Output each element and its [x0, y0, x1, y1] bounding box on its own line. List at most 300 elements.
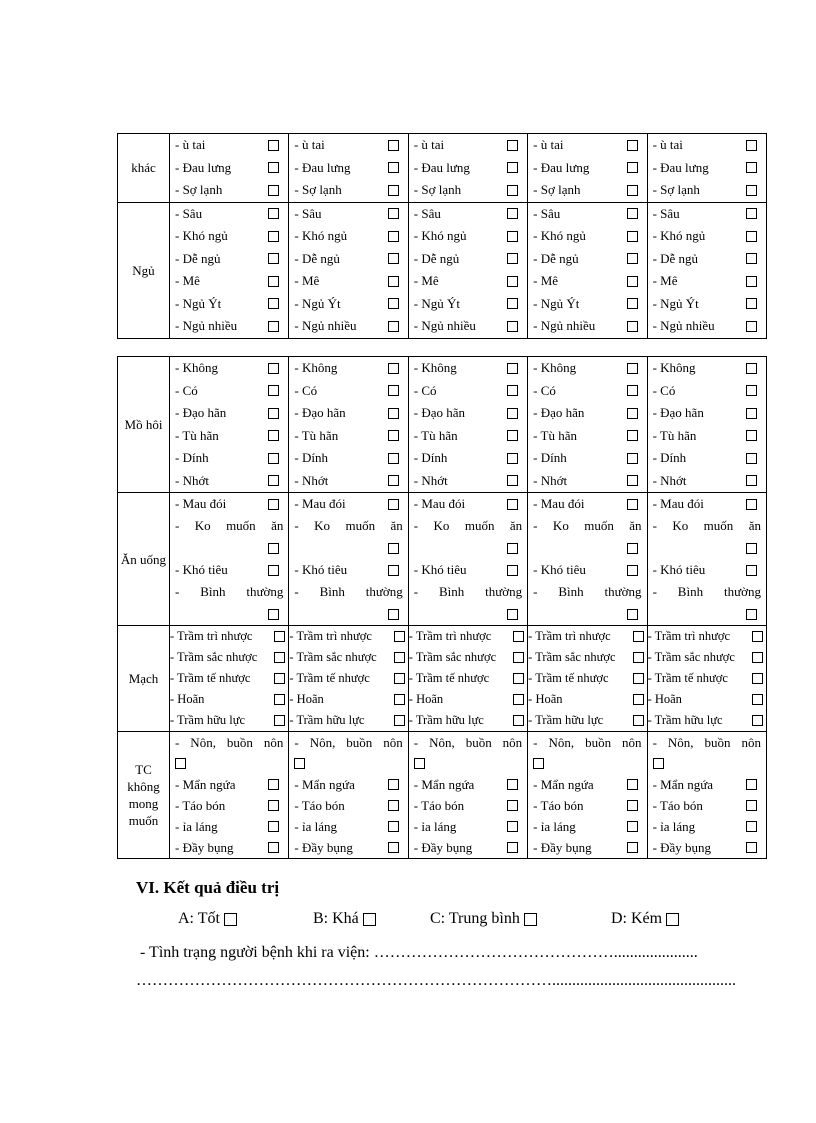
checkbox[interactable] — [268, 363, 279, 374]
checkbox[interactable] — [653, 758, 664, 769]
checkbox[interactable] — [507, 842, 518, 853]
checkbox-item[interactable] — [648, 647, 766, 668]
checkbox[interactable] — [388, 609, 399, 620]
checkbox-item[interactable] — [409, 837, 527, 858]
checkbox[interactable] — [268, 779, 279, 790]
checkbox[interactable] — [268, 800, 279, 811]
checkbox-item[interactable] — [528, 493, 646, 515]
option-a[interactable] — [178, 910, 237, 928]
checkbox-item[interactable] — [648, 402, 766, 425]
checkbox-item[interactable] — [289, 837, 407, 858]
checkbox-item[interactable] — [409, 402, 527, 425]
checkbox[interactable] — [268, 475, 279, 486]
checkbox-item[interactable] — [170, 402, 288, 425]
checkbox-item[interactable] — [528, 315, 646, 338]
checkbox-item[interactable] — [289, 689, 407, 710]
checkbox-item[interactable] — [289, 732, 407, 774]
checkbox-item[interactable] — [289, 248, 407, 271]
checkbox[interactable] — [627, 321, 638, 332]
checkbox-item[interactable] — [170, 357, 288, 380]
checkbox[interactable] — [507, 385, 518, 396]
checkbox-item[interactable] — [528, 732, 646, 774]
checkbox-item[interactable] — [170, 293, 288, 316]
checkbox[interactable] — [524, 913, 537, 926]
checkbox-item[interactable] — [648, 795, 766, 816]
checkbox[interactable] — [268, 321, 279, 332]
checkbox[interactable] — [627, 185, 638, 196]
checkbox[interactable] — [268, 385, 279, 396]
checkbox[interactable] — [746, 499, 757, 510]
checkbox[interactable] — [507, 499, 518, 510]
checkbox[interactable] — [388, 185, 399, 196]
checkbox-item[interactable] — [170, 380, 288, 403]
checkbox[interactable] — [268, 253, 279, 264]
checkbox-item[interactable] — [528, 447, 646, 470]
checkbox[interactable] — [274, 694, 285, 705]
checkbox-item[interactable] — [289, 315, 407, 338]
checkbox-item[interactable] — [409, 380, 527, 403]
checkbox-item[interactable] — [528, 795, 646, 816]
checkbox[interactable] — [268, 821, 279, 832]
checkbox-item[interactable] — [409, 470, 527, 493]
checkbox-item[interactable] — [528, 179, 646, 202]
checkbox[interactable] — [746, 453, 757, 464]
checkbox[interactable] — [627, 363, 638, 374]
checkbox[interactable] — [627, 430, 638, 441]
checkbox[interactable] — [388, 208, 399, 219]
checkbox[interactable] — [268, 565, 279, 576]
checkbox-item[interactable] — [289, 710, 407, 731]
checkbox-item[interactable] — [170, 315, 288, 338]
checkbox[interactable] — [507, 408, 518, 419]
checkbox-item[interactable] — [289, 470, 407, 493]
checkbox[interactable] — [507, 430, 518, 441]
checkbox[interactable] — [507, 779, 518, 790]
checkbox[interactable] — [507, 475, 518, 486]
checkbox-item[interactable] — [289, 179, 407, 202]
checkbox[interactable] — [746, 821, 757, 832]
checkbox-item[interactable] — [409, 134, 527, 157]
checkbox[interactable] — [388, 162, 399, 173]
checkbox[interactable] — [268, 298, 279, 309]
checkbox-item[interactable] — [289, 203, 407, 226]
checkbox-item[interactable] — [648, 157, 766, 180]
checkbox[interactable] — [507, 208, 518, 219]
checkbox[interactable] — [388, 475, 399, 486]
checkbox-item[interactable] — [409, 493, 527, 515]
checkbox-item[interactable] — [648, 447, 766, 470]
checkbox[interactable] — [507, 140, 518, 151]
checkbox-item[interactable] — [648, 559, 766, 581]
checkbox[interactable] — [746, 321, 757, 332]
checkbox-item[interactable] — [409, 447, 527, 470]
checkbox-item[interactable] — [170, 647, 288, 668]
checkbox-item[interactable] — [528, 270, 646, 293]
checkbox-item[interactable] — [528, 515, 646, 559]
checkbox[interactable] — [627, 408, 638, 419]
checkbox-item[interactable] — [409, 668, 527, 689]
checkbox[interactable] — [507, 565, 518, 576]
checkbox[interactable] — [752, 631, 763, 642]
checkbox-item[interactable] — [409, 270, 527, 293]
checkbox-item[interactable] — [528, 225, 646, 248]
checkbox[interactable] — [533, 758, 544, 769]
checkbox-item[interactable] — [170, 515, 288, 559]
checkbox[interactable] — [507, 321, 518, 332]
checkbox-item[interactable] — [170, 816, 288, 837]
checkbox-item[interactable] — [170, 225, 288, 248]
checkbox[interactable] — [394, 673, 405, 684]
checkbox[interactable] — [752, 652, 763, 663]
checkbox-item[interactable] — [528, 710, 646, 731]
checkbox[interactable] — [388, 453, 399, 464]
dotted-line[interactable]: …………………………………………………………………….............................................. — [136, 972, 736, 989]
checkbox-item[interactable] — [409, 225, 527, 248]
checkbox-item[interactable] — [648, 293, 766, 316]
checkbox-item[interactable] — [289, 515, 407, 559]
checkbox[interactable] — [394, 694, 405, 705]
checkbox-item[interactable] — [170, 270, 288, 293]
checkbox-item[interactable] — [648, 315, 766, 338]
checkbox[interactable] — [627, 779, 638, 790]
checkbox-item[interactable] — [289, 795, 407, 816]
checkbox[interactable] — [752, 694, 763, 705]
checkbox[interactable] — [388, 140, 399, 151]
checkbox-item[interactable] — [528, 357, 646, 380]
checkbox-item[interactable] — [648, 179, 766, 202]
checkbox-item[interactable] — [648, 248, 766, 271]
checkbox-item[interactable] — [648, 581, 766, 625]
checkbox[interactable] — [627, 543, 638, 554]
checkbox[interactable] — [175, 758, 186, 769]
checkbox[interactable] — [627, 253, 638, 264]
checkbox[interactable] — [507, 800, 518, 811]
checkbox[interactable] — [633, 715, 644, 726]
checkbox-item[interactable] — [170, 837, 288, 858]
checkbox[interactable] — [268, 231, 279, 242]
checkbox-item[interactable] — [170, 581, 288, 625]
checkbox-item[interactable] — [528, 134, 646, 157]
checkbox[interactable] — [633, 673, 644, 684]
checkbox-item[interactable] — [289, 402, 407, 425]
checkbox-item[interactable] — [409, 315, 527, 338]
checkbox-item[interactable] — [528, 157, 646, 180]
checkbox[interactable] — [268, 543, 279, 554]
checkbox-item[interactable] — [528, 837, 646, 858]
checkbox-item[interactable] — [170, 248, 288, 271]
checkbox[interactable] — [274, 715, 285, 726]
checkbox[interactable] — [507, 821, 518, 832]
checkbox-item[interactable] — [528, 774, 646, 795]
checkbox-item[interactable] — [289, 425, 407, 448]
checkbox-item[interactable] — [170, 425, 288, 448]
checkbox[interactable] — [274, 673, 285, 684]
checkbox-item[interactable] — [528, 380, 646, 403]
checkbox-item[interactable] — [648, 816, 766, 837]
checkbox[interactable] — [388, 298, 399, 309]
checkbox[interactable] — [746, 231, 757, 242]
checkbox-item[interactable] — [409, 795, 527, 816]
checkbox[interactable] — [388, 842, 399, 853]
checkbox[interactable] — [388, 430, 399, 441]
checkbox-item[interactable] — [170, 774, 288, 795]
checkbox[interactable] — [268, 208, 279, 219]
checkbox[interactable] — [746, 842, 757, 853]
checkbox[interactable] — [746, 253, 757, 264]
checkbox[interactable] — [633, 652, 644, 663]
checkbox[interactable] — [394, 631, 405, 642]
checkbox-item[interactable] — [648, 493, 766, 515]
checkbox[interactable] — [294, 758, 305, 769]
checkbox[interactable] — [627, 475, 638, 486]
checkbox-item[interactable] — [289, 380, 407, 403]
checkbox-item[interactable] — [409, 581, 527, 625]
checkbox-item[interactable] — [409, 774, 527, 795]
checkbox[interactable] — [627, 821, 638, 832]
checkbox[interactable] — [507, 162, 518, 173]
checkbox[interactable] — [627, 140, 638, 151]
checkbox[interactable] — [507, 185, 518, 196]
checkbox-item[interactable] — [289, 157, 407, 180]
checkbox[interactable] — [363, 913, 376, 926]
checkbox-item[interactable] — [409, 425, 527, 448]
checkbox[interactable] — [627, 276, 638, 287]
checkbox-item[interactable] — [528, 425, 646, 448]
checkbox-item[interactable] — [409, 732, 527, 774]
checkbox-item[interactable] — [289, 559, 407, 581]
checkbox[interactable] — [746, 162, 757, 173]
checkbox-item[interactable] — [528, 647, 646, 668]
checkbox-item[interactable] — [170, 134, 288, 157]
checkbox-item[interactable] — [528, 581, 646, 625]
checkbox-item[interactable] — [648, 225, 766, 248]
checkbox[interactable] — [746, 800, 757, 811]
checkbox[interactable] — [513, 694, 524, 705]
checkbox-item[interactable] — [528, 293, 646, 316]
checkbox-item[interactable] — [648, 515, 766, 559]
checkbox[interactable] — [414, 758, 425, 769]
checkbox-item[interactable] — [648, 774, 766, 795]
checkbox-item[interactable] — [170, 157, 288, 180]
checkbox[interactable] — [507, 231, 518, 242]
checkbox[interactable] — [633, 631, 644, 642]
checkbox[interactable] — [388, 408, 399, 419]
checkbox-item[interactable] — [289, 447, 407, 470]
checkbox-item[interactable] — [648, 425, 766, 448]
checkbox[interactable] — [746, 543, 757, 554]
checkbox-item[interactable] — [409, 816, 527, 837]
checkbox[interactable] — [627, 800, 638, 811]
checkbox[interactable] — [746, 276, 757, 287]
checkbox-item[interactable] — [409, 203, 527, 226]
checkbox[interactable] — [268, 609, 279, 620]
checkbox[interactable] — [268, 408, 279, 419]
checkbox[interactable] — [633, 694, 644, 705]
checkbox-item[interactable] — [289, 270, 407, 293]
checkbox[interactable] — [507, 363, 518, 374]
checkbox-item[interactable] — [170, 179, 288, 202]
checkbox-item[interactable] — [648, 626, 766, 647]
checkbox-item[interactable] — [528, 470, 646, 493]
checkbox-item[interactable] — [648, 357, 766, 380]
checkbox[interactable] — [388, 543, 399, 554]
checkbox[interactable] — [507, 609, 518, 620]
checkbox[interactable] — [388, 253, 399, 264]
checkbox-item[interactable] — [170, 203, 288, 226]
checkbox[interactable] — [388, 565, 399, 576]
checkbox-item[interactable] — [648, 380, 766, 403]
checkbox[interactable] — [627, 208, 638, 219]
checkbox[interactable] — [268, 185, 279, 196]
checkbox[interactable] — [274, 631, 285, 642]
checkbox[interactable] — [746, 408, 757, 419]
checkbox[interactable] — [746, 185, 757, 196]
checkbox[interactable] — [268, 499, 279, 510]
checkbox[interactable] — [394, 715, 405, 726]
checkbox[interactable] — [507, 276, 518, 287]
checkbox-item[interactable] — [409, 515, 527, 559]
checkbox[interactable] — [274, 652, 285, 663]
checkbox-item[interactable] — [648, 689, 766, 710]
checkbox-item[interactable] — [409, 157, 527, 180]
checkbox[interactable] — [746, 565, 757, 576]
checkbox-item[interactable] — [170, 447, 288, 470]
checkbox-item[interactable] — [289, 668, 407, 689]
checkbox[interactable] — [268, 276, 279, 287]
checkbox[interactable] — [388, 321, 399, 332]
checkbox-item[interactable] — [289, 134, 407, 157]
checkbox[interactable] — [507, 453, 518, 464]
checkbox-item[interactable] — [528, 203, 646, 226]
checkbox-item[interactable] — [289, 493, 407, 515]
option-d[interactable] — [611, 910, 679, 928]
checkbox-item[interactable] — [528, 248, 646, 271]
checkbox[interactable] — [224, 913, 237, 926]
checkbox[interactable] — [627, 453, 638, 464]
checkbox-item[interactable] — [289, 816, 407, 837]
checkbox[interactable] — [388, 779, 399, 790]
checkbox[interactable] — [513, 652, 524, 663]
checkbox[interactable] — [507, 298, 518, 309]
checkbox[interactable] — [627, 385, 638, 396]
checkbox-item[interactable] — [170, 732, 288, 774]
checkbox-item[interactable] — [648, 710, 766, 731]
checkbox-item[interactable] — [289, 581, 407, 625]
checkbox[interactable] — [746, 363, 757, 374]
checkbox-item[interactable] — [528, 402, 646, 425]
checkbox-item[interactable] — [170, 470, 288, 493]
checkbox[interactable] — [627, 565, 638, 576]
checkbox-item[interactable] — [528, 559, 646, 581]
checkbox-item[interactable] — [289, 225, 407, 248]
status-dots[interactable]: ………………………………………..................... — [373, 944, 698, 961]
checkbox[interactable] — [388, 800, 399, 811]
checkbox-item[interactable] — [170, 795, 288, 816]
checkbox-item[interactable] — [409, 559, 527, 581]
checkbox[interactable] — [388, 276, 399, 287]
checkbox-item[interactable] — [648, 668, 766, 689]
checkbox[interactable] — [513, 631, 524, 642]
checkbox-item[interactable] — [409, 689, 527, 710]
checkbox-item[interactable] — [409, 710, 527, 731]
checkbox-item[interactable] — [528, 689, 646, 710]
checkbox[interactable] — [627, 298, 638, 309]
checkbox-item[interactable] — [648, 837, 766, 858]
option-c[interactable] — [430, 910, 537, 928]
checkbox-item[interactable] — [409, 293, 527, 316]
checkbox-item[interactable] — [648, 270, 766, 293]
checkbox-item[interactable] — [409, 248, 527, 271]
checkbox-item[interactable] — [409, 179, 527, 202]
checkbox[interactable] — [388, 499, 399, 510]
checkbox-item[interactable] — [409, 647, 527, 668]
checkbox-item[interactable] — [170, 559, 288, 581]
checkbox[interactable] — [746, 779, 757, 790]
checkbox-item[interactable] — [528, 816, 646, 837]
checkbox-item[interactable] — [170, 626, 288, 647]
checkbox[interactable] — [752, 673, 763, 684]
checkbox[interactable] — [394, 652, 405, 663]
checkbox[interactable] — [752, 715, 763, 726]
checkbox-item[interactable] — [648, 134, 766, 157]
checkbox-item[interactable] — [289, 626, 407, 647]
checkbox[interactable] — [388, 821, 399, 832]
checkbox[interactable] — [388, 231, 399, 242]
checkbox[interactable] — [627, 609, 638, 620]
checkbox[interactable] — [513, 673, 524, 684]
checkbox-item[interactable] — [528, 626, 646, 647]
checkbox[interactable] — [746, 430, 757, 441]
checkbox[interactable] — [507, 543, 518, 554]
checkbox[interactable] — [268, 162, 279, 173]
checkbox-item[interactable] — [648, 732, 766, 774]
checkbox-item[interactable] — [409, 357, 527, 380]
checkbox[interactable] — [746, 609, 757, 620]
checkbox[interactable] — [268, 842, 279, 853]
checkbox-item[interactable] — [289, 293, 407, 316]
checkbox[interactable] — [746, 208, 757, 219]
checkbox[interactable] — [627, 499, 638, 510]
checkbox-item[interactable] — [648, 203, 766, 226]
checkbox-item[interactable] — [528, 668, 646, 689]
checkbox[interactable] — [268, 140, 279, 151]
checkbox-item[interactable] — [289, 357, 407, 380]
checkbox[interactable] — [627, 162, 638, 173]
checkbox[interactable] — [513, 715, 524, 726]
checkbox[interactable] — [746, 385, 757, 396]
checkbox-item[interactable] — [648, 470, 766, 493]
checkbox-item[interactable] — [289, 774, 407, 795]
checkbox[interactable] — [746, 298, 757, 309]
checkbox-item[interactable] — [289, 647, 407, 668]
checkbox[interactable] — [666, 913, 679, 926]
checkbox[interactable] — [268, 430, 279, 441]
option-b[interactable] — [313, 910, 376, 928]
checkbox-item[interactable] — [170, 668, 288, 689]
checkbox-item[interactable] — [170, 493, 288, 515]
checkbox[interactable] — [268, 453, 279, 464]
checkbox-item[interactable] — [409, 626, 527, 647]
checkbox[interactable] — [507, 253, 518, 264]
checkbox[interactable] — [388, 363, 399, 374]
checkbox[interactable] — [746, 475, 757, 486]
checkbox[interactable] — [388, 385, 399, 396]
checkbox[interactable] — [627, 231, 638, 242]
checkbox[interactable] — [627, 842, 638, 853]
checkbox-item[interactable] — [170, 710, 288, 731]
checkbox[interactable] — [746, 140, 757, 151]
checkbox-item[interactable] — [170, 689, 288, 710]
